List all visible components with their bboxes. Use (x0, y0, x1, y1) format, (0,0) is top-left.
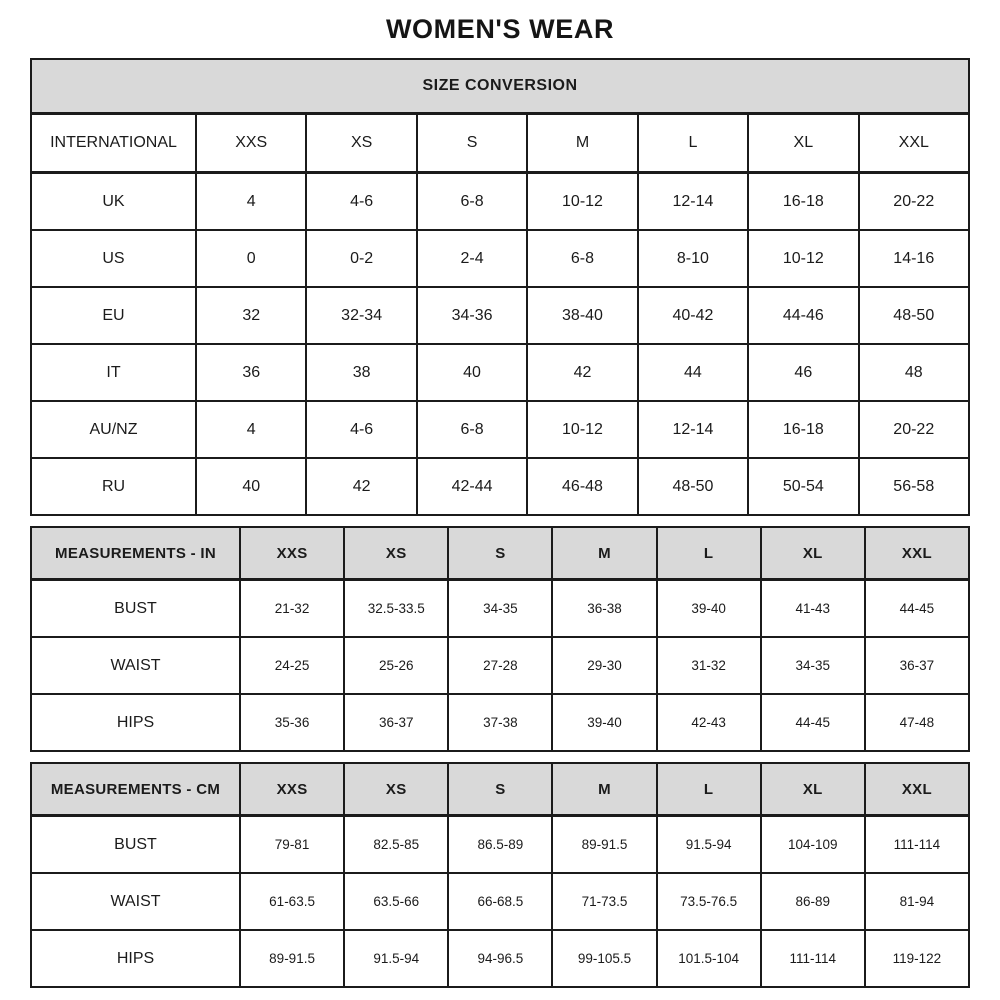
measurements-title: MEASUREMENTS - IN (31, 527, 240, 580)
measurement-value-cell: 66-68.5 (448, 873, 552, 930)
measurement-value-cell: 89-91.5 (240, 930, 344, 987)
table-row (31, 401, 969, 458)
size-value-cell: 42-44 (417, 458, 527, 515)
size-column-header: L (657, 527, 761, 580)
table-row (31, 287, 969, 344)
size-value-cell: 44-46 (748, 287, 858, 344)
size-value-cell: 32 (196, 287, 306, 344)
page-title: WOMEN'S WEAR (385, 14, 615, 44)
table-row (31, 637, 969, 694)
table-title-row (31, 59, 969, 114)
measurement-value-cell: 25-26 (344, 637, 448, 694)
row-label: BUST (31, 580, 240, 638)
size-column-header: M (552, 527, 656, 580)
size-value-cell: 46-48 (527, 458, 637, 515)
measurement-value-cell: 42-43 (657, 694, 761, 751)
size-value-cell: 4-6 (306, 401, 416, 458)
measurement-value-cell: 34-35 (761, 637, 865, 694)
table-row (31, 344, 969, 401)
measurement-value-cell: 82.5-85 (344, 816, 448, 874)
measurements-cm-table (30, 762, 970, 988)
measurement-value-cell: 104-109 (761, 816, 865, 874)
size-value-cell: 44 (638, 344, 748, 401)
table-row (31, 458, 969, 515)
row-label: HIPS (31, 694, 240, 751)
size-column-header: L (638, 114, 748, 173)
size-value-cell: 4 (196, 401, 306, 458)
measurement-value-cell: 63.5-66 (344, 873, 448, 930)
size-value-cell: 6-8 (417, 173, 527, 231)
size-value-cell: 4-6 (306, 173, 416, 231)
size-column-header: S (448, 763, 552, 816)
size-column-header: XXL (865, 527, 969, 580)
measurement-value-cell: 119-122 (865, 930, 969, 987)
measurement-value-cell: 39-40 (552, 694, 656, 751)
size-column-header: XS (344, 527, 448, 580)
column-header-row (31, 114, 969, 173)
row-label: WAIST (31, 637, 240, 694)
size-value-cell: 46 (748, 344, 858, 401)
table-row (31, 694, 969, 751)
measurement-value-cell: 36-38 (552, 580, 656, 638)
size-column-header: XL (761, 763, 865, 816)
measurement-value-cell: 99-105.5 (552, 930, 656, 987)
size-value-cell: 8-10 (638, 230, 748, 287)
measurement-value-cell: 32.5-33.5 (344, 580, 448, 638)
measurement-value-cell: 44-45 (761, 694, 865, 751)
size-column-header: XXL (865, 763, 969, 816)
size-value-cell: 40 (417, 344, 527, 401)
measurements-header-row (31, 763, 969, 816)
row-label: EU (31, 287, 196, 344)
measurement-value-cell: 111-114 (865, 816, 969, 874)
measurement-value-cell: 86.5-89 (448, 816, 552, 874)
size-value-cell: 6-8 (417, 401, 527, 458)
measurement-value-cell: 34-35 (448, 580, 552, 638)
size-value-cell: 20-22 (859, 173, 969, 231)
size-value-cell: 56-58 (859, 458, 969, 515)
size-value-cell: 40-42 (638, 287, 748, 344)
size-column-header: M (552, 763, 656, 816)
row-label: AU/NZ (31, 401, 196, 458)
size-value-cell: 34-36 (417, 287, 527, 344)
measurement-value-cell: 37-38 (448, 694, 552, 751)
size-column-header: S (417, 114, 527, 173)
size-value-cell: 48-50 (859, 287, 969, 344)
row-label: HIPS (31, 930, 240, 987)
measurement-value-cell: 61-63.5 (240, 873, 344, 930)
size-value-cell: 48 (859, 344, 969, 401)
row-label: BUST (31, 816, 240, 874)
size-value-cell: 42 (527, 344, 637, 401)
region-column-header: INTERNATIONAL (31, 114, 196, 173)
measurement-value-cell: 24-25 (240, 637, 344, 694)
measurement-value-cell: 91.5-94 (344, 930, 448, 987)
measurement-value-cell: 79-81 (240, 816, 344, 874)
measurement-value-cell: 27-28 (448, 637, 552, 694)
measurement-value-cell: 39-40 (657, 580, 761, 638)
size-value-cell: 36 (196, 344, 306, 401)
measurement-value-cell: 36-37 (344, 694, 448, 751)
size-column-header: XXS (240, 763, 344, 816)
size-value-cell: 10-12 (527, 173, 637, 231)
size-column-header: XL (748, 114, 858, 173)
measurement-value-cell: 29-30 (552, 637, 656, 694)
size-value-cell: 38-40 (527, 287, 637, 344)
measurement-value-cell: 94-96.5 (448, 930, 552, 987)
size-value-cell: 32-34 (306, 287, 416, 344)
measurement-value-cell: 101.5-104 (657, 930, 761, 987)
size-column-header: L (657, 763, 761, 816)
table-title: SIZE CONVERSION (31, 59, 969, 114)
row-label: RU (31, 458, 196, 515)
size-column-header: S (448, 527, 552, 580)
measurement-value-cell: 47-48 (865, 694, 969, 751)
size-value-cell: 0 (196, 230, 306, 287)
size-value-cell: 16-18 (748, 401, 858, 458)
measurements-in-table (30, 526, 970, 752)
table-row (31, 580, 969, 638)
row-label: US (31, 230, 196, 287)
size-value-cell: 2-4 (417, 230, 527, 287)
table-row (31, 816, 969, 874)
row-label: WAIST (31, 873, 240, 930)
measurements-title: MEASUREMENTS - CM (31, 763, 240, 816)
size-column-header: XXL (859, 114, 969, 173)
measurement-value-cell: 86-89 (761, 873, 865, 930)
row-label: UK (31, 173, 196, 231)
size-value-cell: 50-54 (748, 458, 858, 515)
size-value-cell: 42 (306, 458, 416, 515)
measurement-value-cell: 21-32 (240, 580, 344, 638)
measurement-value-cell: 73.5-76.5 (657, 873, 761, 930)
size-column-header: XXS (196, 114, 306, 173)
size-value-cell: 48-50 (638, 458, 748, 515)
table-row (31, 873, 969, 930)
measurement-value-cell: 41-43 (761, 580, 865, 638)
size-value-cell: 4 (196, 173, 306, 231)
size-value-cell: 40 (196, 458, 306, 515)
size-value-cell: 12-14 (638, 401, 748, 458)
measurement-value-cell: 91.5-94 (657, 816, 761, 874)
size-column-header: M (527, 114, 637, 173)
size-column-header: XL (761, 527, 865, 580)
measurement-value-cell: 35-36 (240, 694, 344, 751)
size-value-cell: 0-2 (306, 230, 416, 287)
measurement-value-cell: 89-91.5 (552, 816, 656, 874)
size-value-cell: 10-12 (748, 230, 858, 287)
measurement-value-cell: 44-45 (865, 580, 969, 638)
size-value-cell: 14-16 (859, 230, 969, 287)
size-value-cell: 38 (306, 344, 416, 401)
table-row (31, 230, 969, 287)
size-column-header: XXS (240, 527, 344, 580)
measurement-value-cell: 31-32 (657, 637, 761, 694)
measurements-header-row (31, 527, 969, 580)
measurement-value-cell: 71-73.5 (552, 873, 656, 930)
table-row (31, 930, 969, 987)
size-column-header: XS (344, 763, 448, 816)
size-value-cell: 6-8 (527, 230, 637, 287)
size-value-cell: 20-22 (859, 401, 969, 458)
row-label: IT (31, 344, 196, 401)
size-value-cell: 16-18 (748, 173, 858, 231)
size-value-cell: 10-12 (527, 401, 637, 458)
measurement-value-cell: 81-94 (865, 873, 969, 930)
size-conversion-table (30, 58, 970, 516)
size-value-cell: 12-14 (638, 173, 748, 231)
measurement-value-cell: 36-37 (865, 637, 969, 694)
measurement-value-cell: 111-114 (761, 930, 865, 987)
size-column-header: XS (306, 114, 416, 173)
table-row (31, 173, 969, 231)
